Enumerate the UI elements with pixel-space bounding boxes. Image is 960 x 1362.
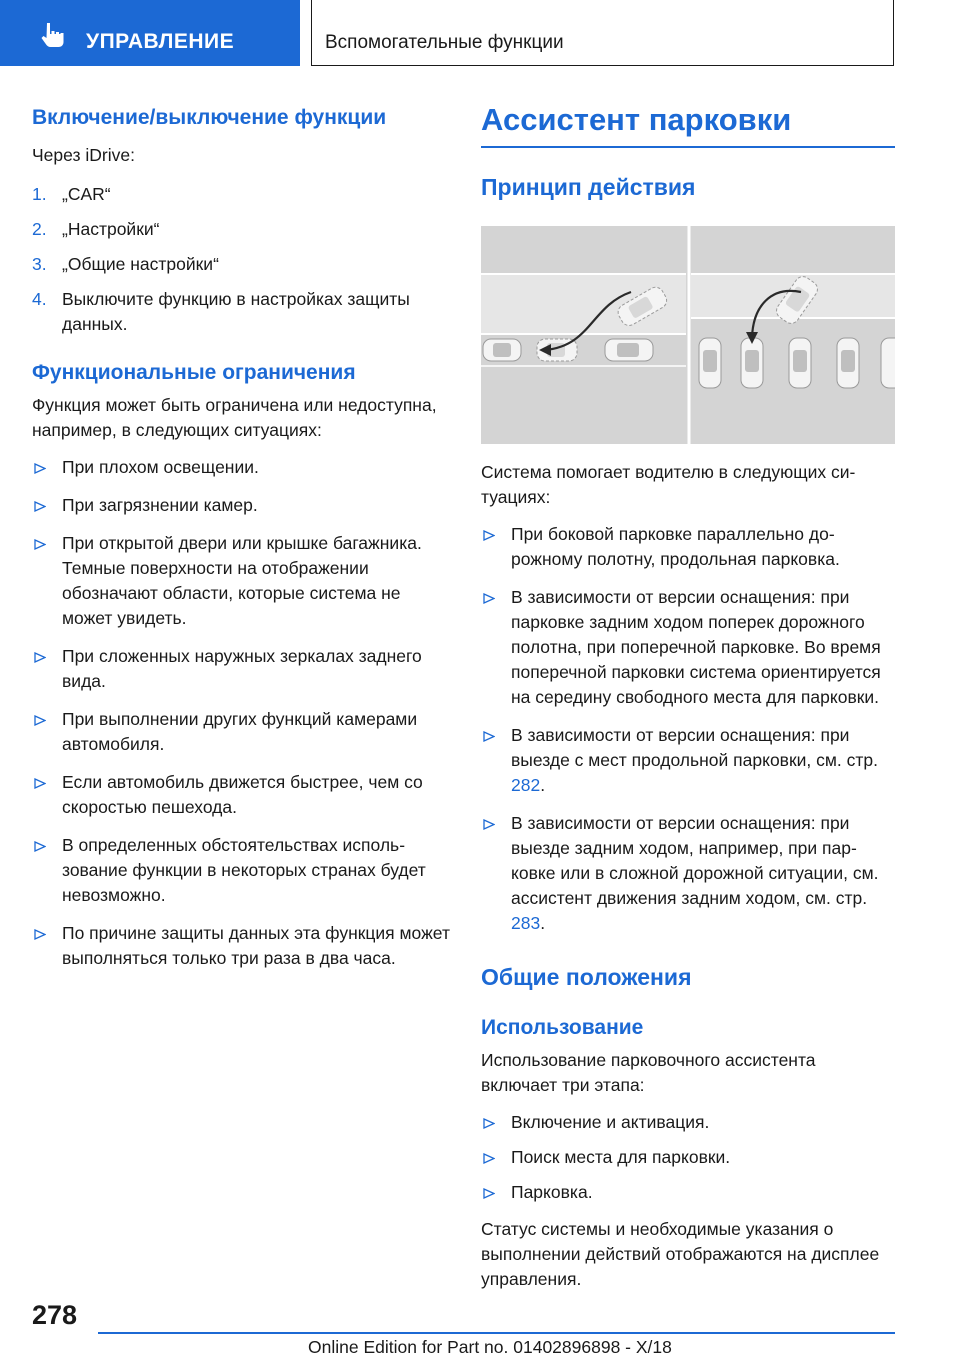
edition-text: Online Edition for Part no. 01402896898 - X/18 xyxy=(308,1337,672,1357)
page-link-282[interactable]: 282 xyxy=(511,775,541,795)
parking-diagram xyxy=(481,226,895,444)
title-underline xyxy=(481,146,895,148)
triangle-bullet-icon xyxy=(483,1188,495,1199)
triangle-bullet-icon xyxy=(483,593,495,604)
chapter-tab[interactable] xyxy=(0,0,300,66)
triangle-bullet-icon xyxy=(34,652,46,663)
parking-illustration xyxy=(481,226,895,444)
triangle-bullet-icon xyxy=(483,530,495,541)
left-column xyxy=(32,100,452,971)
heading-principle: Принцип действия xyxy=(481,174,696,200)
steps-list xyxy=(32,182,452,337)
triangle-bullet-icon xyxy=(34,501,46,512)
list-item: 1. „CAR“ xyxy=(32,184,111,204)
heading-function-toggle: Включение/выключение функции xyxy=(32,106,387,129)
triangle-bullet-icon xyxy=(34,539,46,550)
triangle-bullet-icon xyxy=(34,715,46,726)
list-item: При загрязнении камер. xyxy=(32,493,452,518)
list-item: Если автомобиль движется быстрее, чем со скоростью пешехода. xyxy=(32,770,452,820)
section-title: Вспомогательные функции xyxy=(325,32,564,53)
list-item: При открытой двери или крышке багажника. Темные поверхности на отображении обозначают области, которые система не может увидеть. xyxy=(32,531,452,631)
list-item: При плохом освещении. xyxy=(32,455,452,480)
car-icon xyxy=(881,338,895,388)
car-icon xyxy=(699,338,721,388)
heading-limitations: Функциональные ограничения xyxy=(32,361,356,384)
car-icon xyxy=(741,338,763,388)
list-item: 2. „Настройки“ xyxy=(32,219,160,239)
header-divider-left xyxy=(311,0,312,66)
triangle-bullet-icon xyxy=(34,463,46,474)
car-icon xyxy=(605,339,653,361)
status-text: Статус системы и необходимые указания о выполнении действий отображаются на дисплее управления. xyxy=(481,1219,880,1289)
pointing-hand-icon xyxy=(38,20,68,50)
page-number: 278 xyxy=(32,1300,78,1330)
car-icon xyxy=(483,339,521,361)
list-item: При боковой парковке параллельно дорожному полотну, продольная парковка. xyxy=(481,522,895,572)
list-item: 4. Выключите функцию в настройках защиты данных. xyxy=(32,289,410,334)
page-title: Ассистент парковки xyxy=(481,102,792,137)
triangle-bullet-icon xyxy=(34,778,46,789)
right-column xyxy=(481,100,895,1292)
list-item: В зависимости от версии оснащения: при выезде с мест продольной парковки, см. стр. 282. xyxy=(481,723,895,798)
triangle-bullet-icon xyxy=(34,929,46,940)
page-link-283[interactable]: 283 xyxy=(511,913,541,933)
chapter-label: УПРАВЛЕНИЕ xyxy=(86,30,235,53)
header-divider-right xyxy=(893,0,894,66)
heading-general: Общие положения xyxy=(481,964,692,990)
limitations-list xyxy=(32,455,452,971)
heading-usage: Использование xyxy=(481,1016,644,1039)
limitations-intro: Функция может быть ограничена или недоступна, например, в следующих ситуациях: xyxy=(32,395,437,440)
triangle-bullet-icon xyxy=(483,1118,495,1129)
stages-list xyxy=(481,1110,895,1205)
intro-text: Через iDrive: xyxy=(32,145,135,165)
situations-list xyxy=(481,522,895,936)
triangle-bullet-icon xyxy=(34,841,46,852)
list-item: Поиск места для парковки. xyxy=(481,1145,895,1170)
principle-intro: Система помогает водителю в следующих ситуациях: xyxy=(481,462,856,507)
list-item: Парковка. xyxy=(481,1180,895,1205)
usage-intro: Использование парковочного ассистента включает три этапа: xyxy=(481,1050,816,1095)
car-icon xyxy=(837,338,859,388)
footer-rule xyxy=(98,1332,895,1334)
triangle-bullet-icon xyxy=(483,819,495,830)
list-item: В зависимости от версии оснащения: при парковке задним ходом поперек дорожного полотна, при поперечной парковке. Во время поперечной парковки система ориентируется на середину свободного места для парковки. xyxy=(481,585,895,710)
triangle-bullet-icon xyxy=(483,731,495,742)
triangle-bullet-icon xyxy=(483,1153,495,1164)
header-divider-bottom xyxy=(311,65,894,66)
list-item: При выполнении других функций камерами автомобиля. xyxy=(32,707,452,757)
car-icon xyxy=(789,338,811,388)
list-item: При сложенных наружных зеркалах заднего вида. xyxy=(32,644,452,694)
list-item: Включение и активация. xyxy=(481,1110,895,1135)
list-item: В определенных обстоятельствах использование функции в некоторых странах будет невозможно. xyxy=(32,833,452,908)
list-item: В зависимости от версии оснащения: при выезде задним ходом, например, при парковке или в сложной дорожной ситуации, см. ассистент движения задним ходом, см. стр. 283. xyxy=(481,811,895,936)
list-item: По причине защиты данных эта функция может выполняться только три раза в два часа. xyxy=(32,921,452,971)
list-item: 3. „Общие настройки“ xyxy=(32,254,219,274)
